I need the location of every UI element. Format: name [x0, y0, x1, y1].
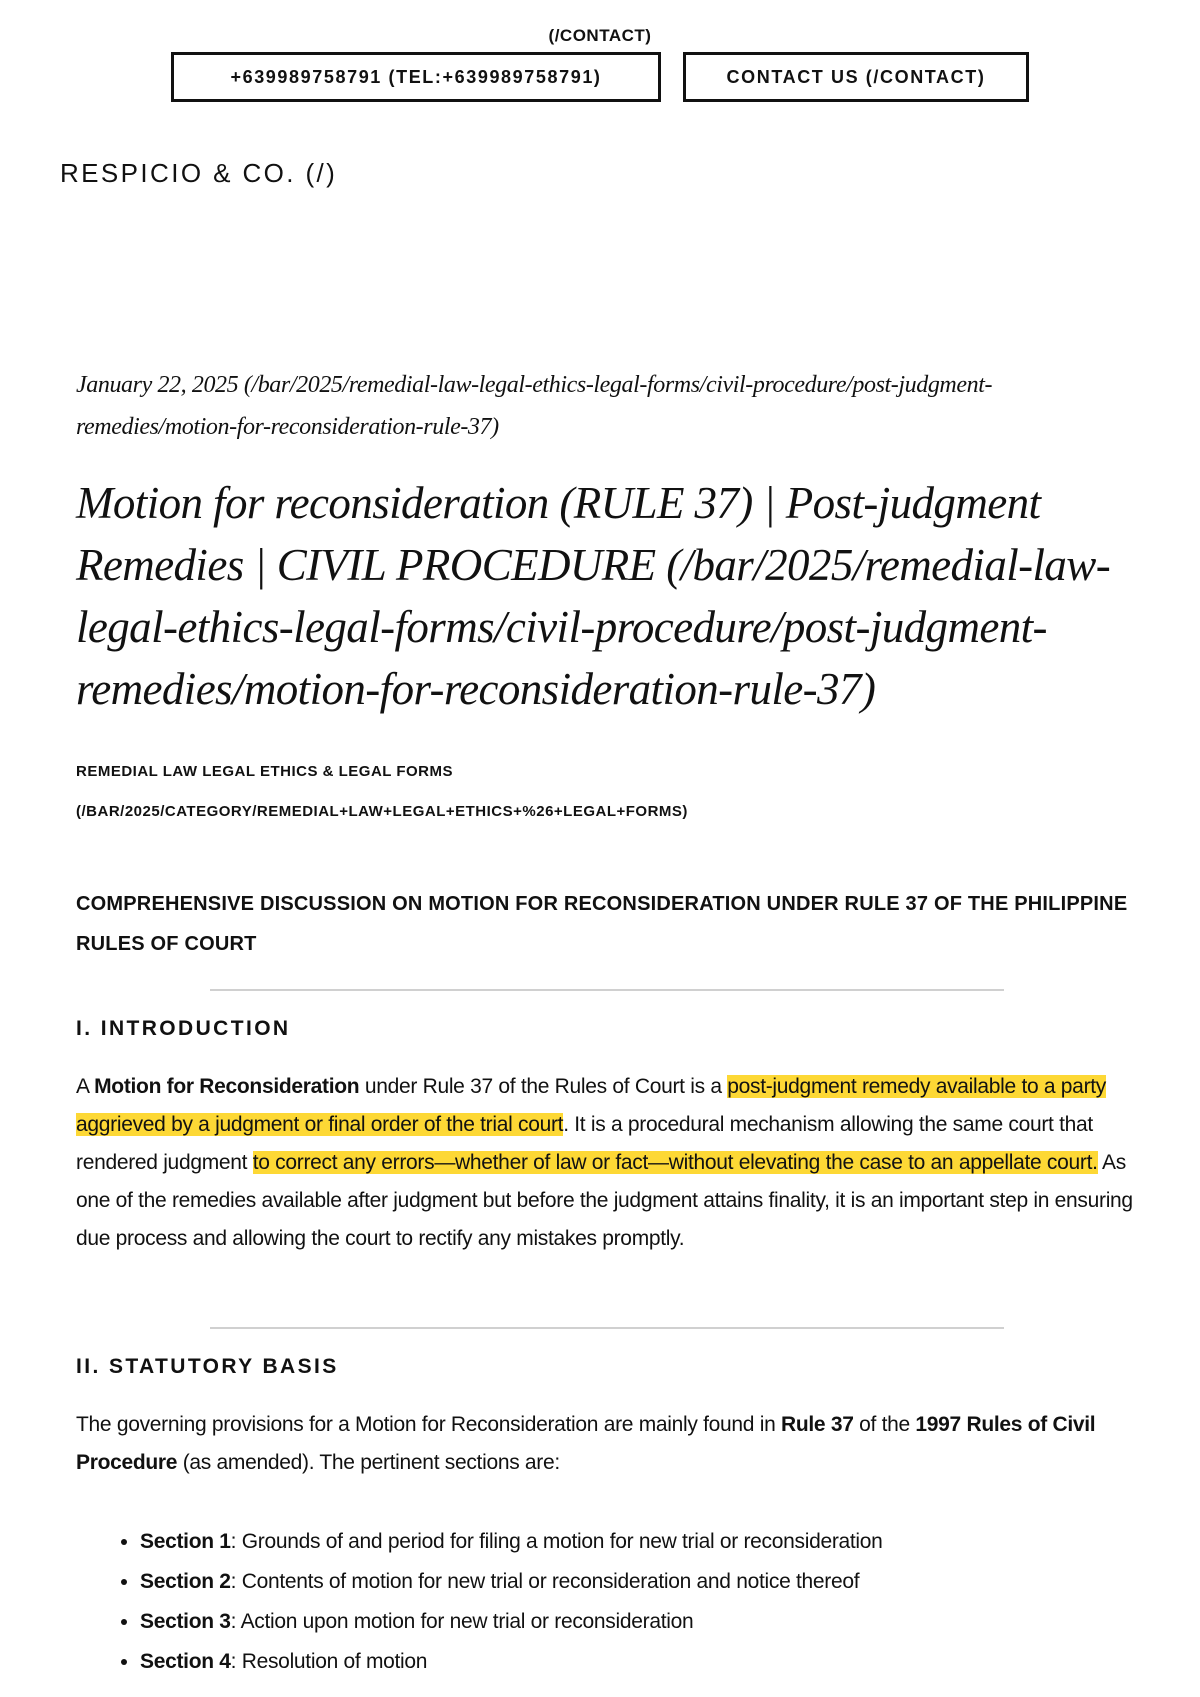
section-label: Section 2 — [140, 1570, 231, 1593]
section-text: : Grounds of and period for filing a motion for new trial or reconsideration — [230, 1530, 883, 1553]
divider — [210, 1327, 1004, 1329]
intro-highlight-2: to correct any errors—whether of law or fact—without elevating the case to an appellate court. — [252, 1151, 1098, 1174]
basis-paragraph — [76, 1406, 1136, 1482]
section-label: Section 1 — [140, 1530, 231, 1553]
basis-bold-rules: 1997 Rules of Civil Procedure — [76, 1413, 1096, 1474]
section-text: : Contents of motion for new trial or reconsideration and notice thereof — [230, 1570, 860, 1593]
contact-us-button[interactable]: CONTACT US (/CONTACT) — [683, 52, 1029, 102]
category-name: REMEDIAL LAW LEGAL ETHICS & LEGAL FORMS — [76, 763, 454, 780]
page-title[interactable]: Motion for reconsideration (RULE 37) | Post-judgment Remedies | CIVIL PROCEDURE (/bar/2025/remedial-law-legal-ethics-legal-forms/civil-procedure/post-judgment-remedies/motion-for-reconsideration-rule-37) — [76, 478, 1111, 714]
main-heading: COMPREHENSIVE DISCUSSION ON MOTION FOR RECONSIDERATION UNDER RULE 37 OF THE PHILIPPINE RULES OF COURT — [76, 893, 1128, 955]
intro-text-3: . It is a procedural mechanism allowing the same court that rendered judgment — [76, 1113, 1093, 1174]
intro-highlight-1: post-judgment remedy available to a party aggrieved by a judgment or final order of the trial court — [76, 1075, 1106, 1136]
sections-list — [110, 1522, 883, 1682]
intro-paragraph — [76, 1068, 1136, 1258]
brand-logo-link[interactable]: RESPICIO & CO. (/) — [60, 158, 338, 188]
list-item — [140, 1522, 883, 1562]
section-text: : Action upon motion for new trial or reconsideration — [230, 1610, 694, 1633]
phone-button[interactable]: +639989758791 (TEL:+639989758791) — [171, 52, 661, 102]
section-label: Section 4 — [140, 1650, 231, 1673]
intro-text-4: As one of the remedies available after judgment but before the judgment attains finality, it is an important step in ensuring due process and allowing the court to rectify any mistakes promptly. — [76, 1151, 1133, 1250]
list-item — [140, 1642, 883, 1682]
post-date-link[interactable]: January 22, 2025 (/bar/2025/remedial-law-legal-ethics-legal-forms/civil-procedure/post-judgment-remedies/motion-for-reconsideration-rule-37) — [76, 372, 993, 440]
list-item — [140, 1562, 883, 1602]
basis-text-3: (as amended). The pertinent sections are: — [177, 1451, 560, 1474]
category-link[interactable] — [76, 752, 688, 832]
basis-heading: II. STATUTORY BASIS — [76, 1355, 339, 1378]
intro-text-1: A — [76, 1075, 95, 1098]
intro-text-2: under Rule 37 of the Rules of Court is a — [359, 1075, 728, 1098]
section-label: Section 3 — [140, 1610, 231, 1633]
header-buttons — [0, 52, 1200, 102]
section-text: : Resolution of motion — [230, 1650, 428, 1673]
intro-heading: I. INTRODUCTION — [76, 1017, 291, 1040]
basis-text-2: of the — [853, 1413, 916, 1436]
top-contact-link[interactable]: (/CONTACT) — [548, 26, 652, 45]
category-path: (/BAR/2025/CATEGORY/REMEDIAL+LAW+LEGAL+ETHICS+%26+LEGAL+FORMS) — [76, 803, 688, 820]
basis-bold-rule: Rule 37 — [781, 1413, 854, 1436]
intro-bold-term: Motion for Reconsideration — [94, 1075, 360, 1098]
basis-text-1: The governing provisions for a Motion for Reconsideration are mainly found in — [76, 1413, 781, 1436]
list-item — [140, 1602, 883, 1642]
divider — [210, 989, 1004, 991]
